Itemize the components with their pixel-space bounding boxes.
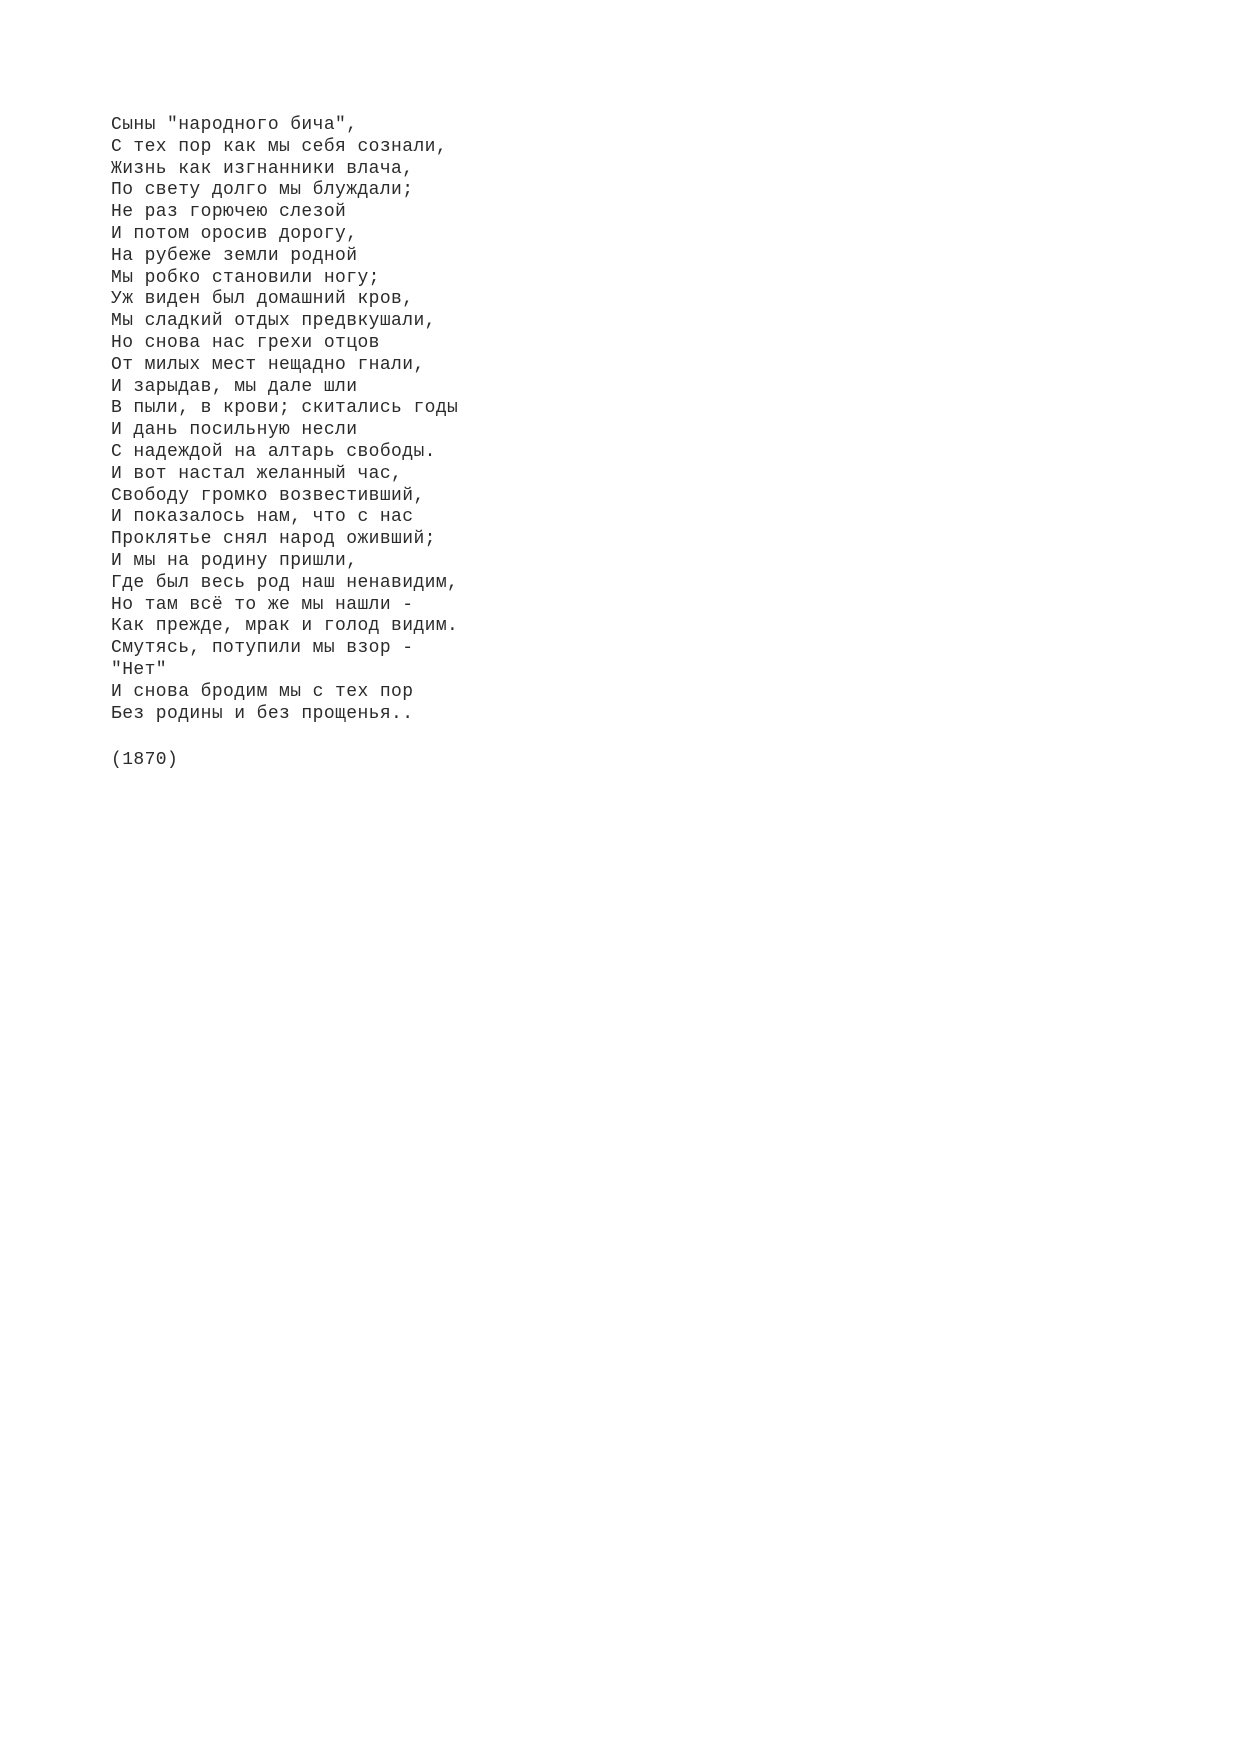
poem-line: На рубеже земли родной [111,245,358,266]
poem-line: "Нет" [111,659,168,680]
poem-line: Смутясь, потупили мы взор - [111,638,414,659]
poem-text [111,115,458,725]
poem-line: От милых мест нещадно гнали, [111,354,425,375]
poem-line: С надеждой на алтарь свободы. [111,441,436,462]
poem-line: Уж виден был домашний кров, [111,289,414,310]
poem-line: Жизнь как изгнанники влача, [111,158,414,179]
poem-line: И мы на родину пришли, [111,550,358,571]
poem-line: И зарыдав, мы дале шли [111,376,358,397]
poem-line: В пыли, в крови; скитались годы [111,398,459,419]
poem-line: Как прежде, мрак и голод видим. [111,616,459,637]
poem-line: Мы сладкий отдых предвкушали, [111,311,436,332]
poem-line: По свету долго мы блуждали; [111,180,414,201]
poem-line: И показалось нам, что с нас [111,507,414,528]
poem-line: Без родины и без прощенья.. [111,703,414,724]
poem-line: И вот настал желанный час, [111,463,403,484]
poem-line: И дань посильную несли [111,420,358,441]
poem-line: Проклятье снял народ оживший; [111,529,436,550]
poem-line: Где был весь род наш ненавидим, [111,572,459,593]
poem-line: Сыны "народного бича", [111,115,358,135]
poem-line: И потом оросив дорогу, [111,223,358,244]
poem-line: Не раз горючею слезой [111,202,347,223]
poem-line: С тех пор как мы себя сознали, [111,136,448,157]
poem-date: (1870) [111,750,179,770]
poem-line: И снова бродим мы с тех пор [111,681,414,702]
poem-line: Но снова нас грехи отцов [111,332,380,353]
poem-line: Но там всё то же мы нашли - [111,594,414,615]
poem-line: Мы робко становили ногу; [111,267,380,288]
poem-line: Свободу громко возвестивший, [111,485,425,506]
